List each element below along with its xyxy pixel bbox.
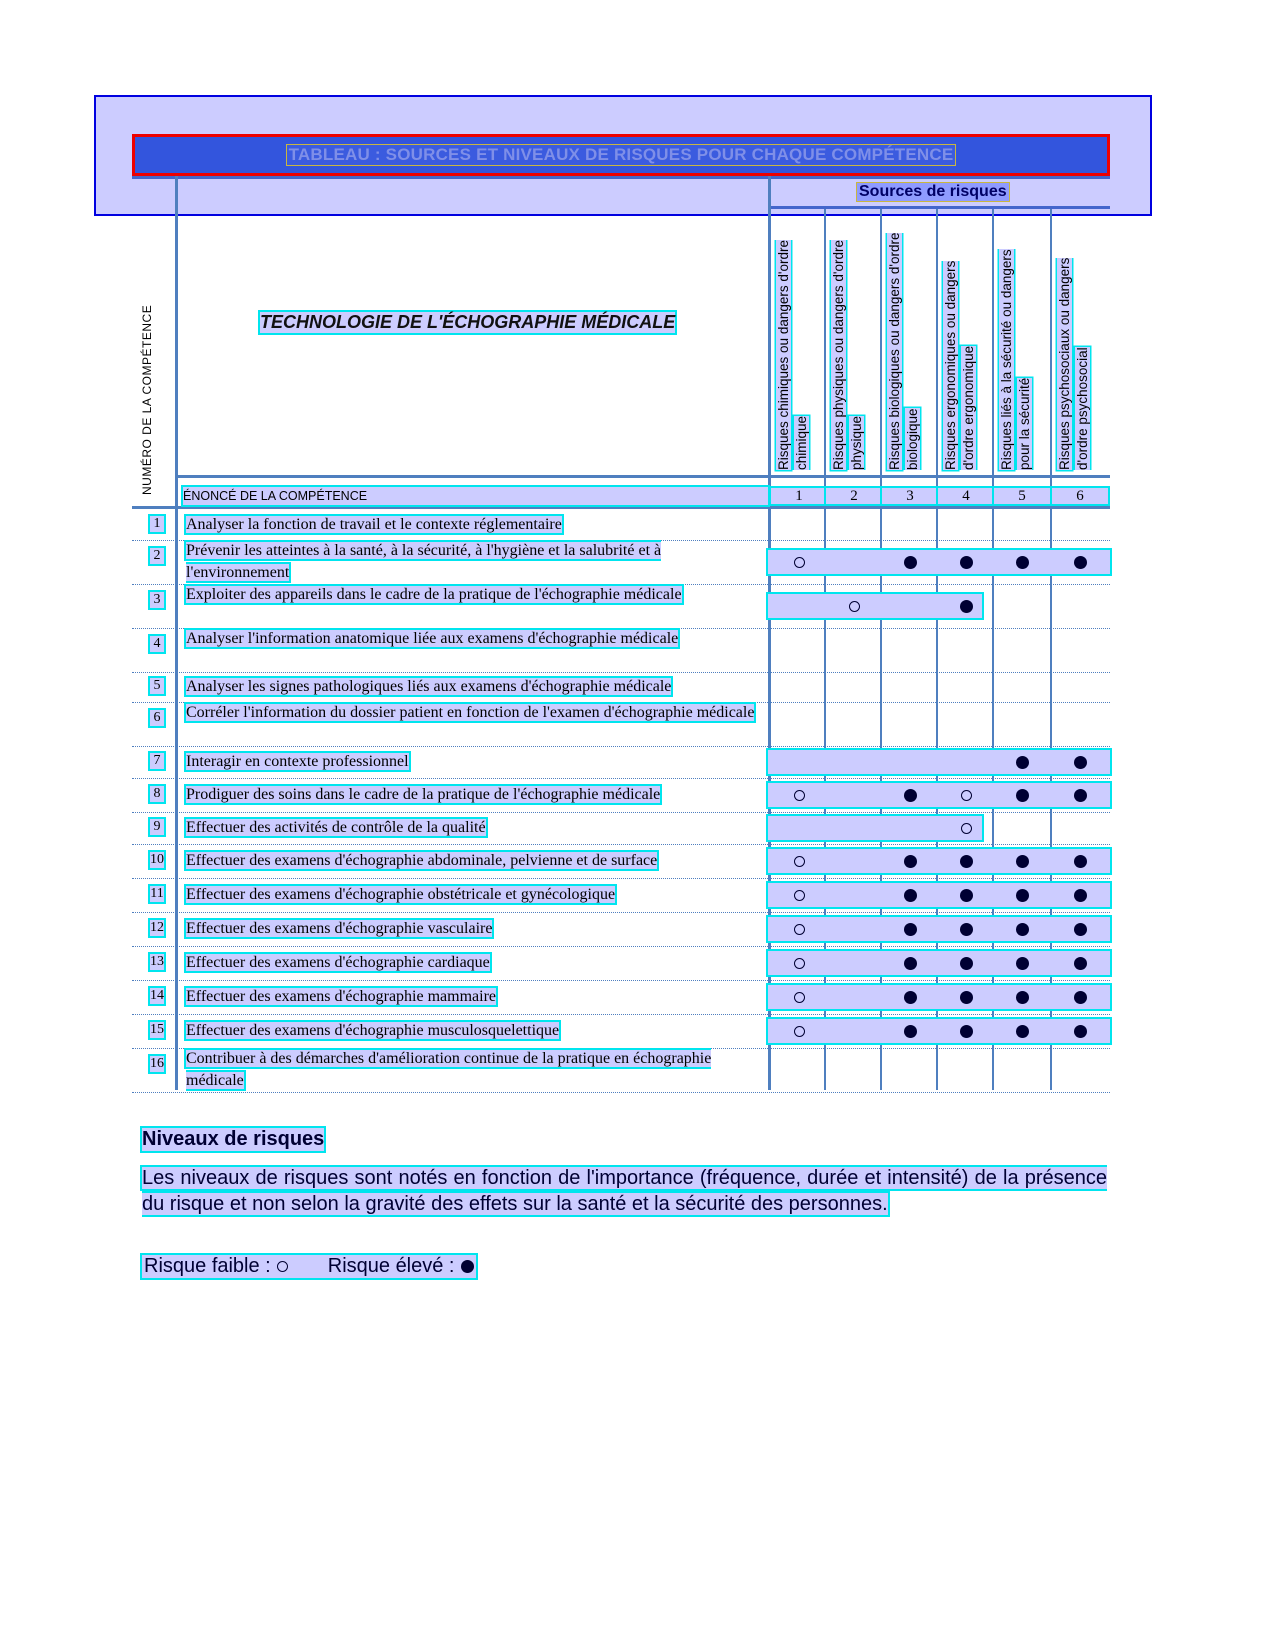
risk-cell [882,912,938,946]
competence-statement: Analyser les signes pathologiques liés aux examens d'échographie médicale [186,678,672,695]
competence-statement: Contribuer à des démarches d'amélioration continue de la pratique en échographie médicale [186,1050,712,1089]
risk-source-number: 5 [994,488,1050,504]
low-risk-circle-icon [794,790,805,801]
legend-high-label: Risque élevé : [327,1255,455,1277]
risk-source-number: 2 [826,488,882,504]
competence-row [132,844,1110,878]
high-risk-dot-icon [1016,957,1029,970]
risk-cell [826,878,882,912]
competence-row [132,946,1110,980]
competence-row [132,778,1110,812]
risk-cell [938,510,994,540]
low-risk-circle-icon [961,823,972,834]
risk-cell [938,946,994,980]
risk-source-label: Risques ergonomiques ou dangers d'ordre ergonomique [943,260,976,470]
risk-cell [994,702,1050,746]
risk-cell [938,912,994,946]
competence-row [132,702,1110,746]
risk-source-label: Risques biologiques ou dangers d'ordre biologique [887,232,920,470]
risk-cell [938,980,994,1014]
risk-cell [882,812,938,844]
risk-cell [994,672,1050,702]
risk-cell [1052,628,1108,672]
competence-number: 9 [150,819,164,835]
high-risk-dot-icon [904,889,917,902]
competence-statement: Exploiter des appareils dans le cadre de la pratique de l'échographie médicale [186,586,682,603]
risk-source-column-header [826,220,882,470]
risk-cell [1052,878,1108,912]
risk-source-number: 1 [771,488,827,504]
competence-row [132,746,1110,778]
high-risk-dot-icon [904,855,917,868]
risk-cell [1052,510,1108,540]
sources-label: Sources de risques [859,183,1007,200]
risk-cell [826,812,882,844]
risk-cell [938,812,994,844]
risk-cell [882,980,938,1014]
risk-cell [938,1014,994,1048]
risk-cell [771,746,827,778]
risk-cell [938,628,994,672]
low-risk-circle-icon [794,1026,805,1037]
competence-row [132,540,1110,584]
risk-cell [882,746,938,778]
high-risk-dot-icon [960,957,973,970]
competence-statement: Prodiguer des soins dans le cadre de la pratique de l'échographie médicale [186,786,661,803]
competence-statement: Effectuer des examens d'échographie musculosquelettique [186,1022,560,1039]
low-risk-circle-icon [794,557,805,568]
competence-row [132,584,1110,628]
competence-statement: Effectuer des activités de contrôle de la qualité [186,819,486,836]
risk-cell [882,510,938,540]
risk-cell [771,946,827,980]
low-risk-circle-icon [961,790,972,801]
risk-cell [1052,946,1108,980]
high-risk-dot-icon [1016,556,1029,569]
risk-cell [938,878,994,912]
high-risk-dot-icon [1016,889,1029,902]
high-risk-dot-icon [1074,855,1087,868]
low-risk-circle-icon [794,890,805,901]
risk-cell [826,540,882,584]
risk-cell [994,844,1050,878]
high-risk-dot-icon [1016,855,1029,868]
competence-number: 10 [150,852,164,867]
high-risk-dot-icon [960,923,973,936]
competence-row [132,672,1110,702]
competence-statement: Effectuer des examens d'échographie cardiaque [186,954,490,971]
risk-cell [994,912,1050,946]
risk-cell [771,540,827,584]
high-risk-dot-icon [1074,991,1087,1004]
risk-cell [1052,1048,1108,1092]
high-risk-dot-icon [904,991,917,1004]
competence-number: 2 [150,548,164,564]
risk-cell [994,980,1050,1014]
risk-cell [882,946,938,980]
title-underline [132,176,1110,179]
low-risk-circle-icon [277,1261,288,1272]
high-risk-dot-icon [904,1025,917,1038]
competence-statement: Analyser la fonction de travail et le contexte réglementaire [186,516,562,533]
high-risk-dot-icon [960,889,973,902]
risk-source-label: Risques physiques ou dangers d'ordre physique [831,240,864,470]
risk-cell [771,844,827,878]
risk-cell [826,844,882,878]
risk-cell [1052,812,1108,844]
risk-cell [771,672,827,702]
low-risk-circle-icon [794,992,805,1003]
risk-source-column-header [882,220,938,470]
risk-cell [938,584,994,628]
row-separator [132,1092,1110,1093]
risk-levels-text: Les niveaux de risques sont notés en fonction de l'importance (fréquence, durée et intensité) de la présence du risque et non selon la gravité des effets sur la santé et la sécurité des personnes. [142,1167,1107,1215]
risk-cell [1052,1014,1108,1048]
high-risk-dot-icon [1016,789,1029,802]
competence-number: 8 [150,786,164,802]
risk-cell [994,1048,1050,1092]
risk-cell [826,510,882,540]
competence-statement: Analyser l'information anatomique liée aux examens d'échographie médicale [186,630,679,647]
risk-cell [826,628,882,672]
high-risk-dot-icon [1016,923,1029,936]
risk-cell [826,672,882,702]
competence-number: 14 [150,988,164,1003]
high-risk-dot-icon [960,600,973,613]
competence-row [132,912,1110,946]
risk-cell [994,812,1050,844]
risk-source-label: Risques liés à la sécurité ou dangers pour la sécurité [999,249,1032,470]
risk-cell [882,672,938,702]
risk-cell [994,1014,1050,1048]
high-risk-dot-icon [960,556,973,569]
risk-cell [1052,912,1108,946]
risk-cell [826,980,882,1014]
sources-underline [771,206,1110,209]
risk-cell [1052,702,1108,746]
high-risk-dot-icon [461,1260,474,1273]
risk-cell [994,540,1050,584]
risk-cell [1052,540,1108,584]
competence-number: 7 [150,753,164,769]
risk-cell [771,1014,827,1048]
competence-number: 4 [150,636,164,652]
high-risk-dot-icon [904,957,917,970]
high-risk-dot-icon [1074,789,1087,802]
risk-levels-title: Niveaux de risques [142,1128,325,1150]
high-risk-dot-icon [1016,991,1029,1004]
high-risk-dot-icon [1016,1025,1029,1038]
competence-number: 15 [150,1022,164,1037]
risk-cell [938,778,994,812]
competence-row [132,878,1110,912]
risk-cell [938,746,994,778]
competence-number: 13 [150,954,164,969]
risk-cell [994,584,1050,628]
risk-cell [882,1014,938,1048]
risk-cell [882,878,938,912]
risk-cell [826,1014,882,1048]
high-risk-dot-icon [1074,556,1087,569]
risk-cell [1052,778,1108,812]
enonce-bottom-line [132,506,1110,509]
competence-statement-header: ÉNONCÉ DE LA COMPÉTENCE [183,487,768,505]
table-title: TABLEAU : SOURCES ET NIVEAUX DE RISQUES POUR CHAQUE COMPÉTENCE [288,145,954,164]
risk-cell [771,980,827,1014]
competence-statement: Interagir en contexte professionnel [186,753,409,770]
legend-low-label: Risque faible : [144,1255,271,1277]
risk-cell [994,746,1050,778]
risk-cell [882,778,938,812]
high-risk-dot-icon [1016,756,1029,769]
risk-source-column-header [771,220,827,470]
competence-row [132,510,1110,540]
risk-source-number: 6 [1052,488,1108,504]
risk-cell [882,540,938,584]
risk-cell [771,912,827,946]
table-title-bar [132,134,1110,176]
risk-cell [994,510,1050,540]
risk-cell [938,672,994,702]
risk-cell [771,1048,827,1092]
risk-source-column-header [938,220,994,470]
risk-cell [938,1048,994,1092]
competence-statement: Effectuer des examens d'échographie mammaire [186,988,496,1005]
risk-source-number: 4 [938,488,994,504]
risk-source-column-header [994,220,1050,470]
high-risk-dot-icon [1074,1025,1087,1038]
competence-statement: Effectuer des examens d'échographie vasculaire [186,920,493,937]
risk-cell [771,584,827,628]
risk-source-column-header [1052,220,1108,470]
risk-legend [142,1255,476,1278]
risk-source-label: Risques psychosociaux ou dangers d'ordre psychosocial [1057,257,1090,470]
risk-cell [938,844,994,878]
competence-statement: Effectuer des examens d'échographie abdominale, pelvienne et de surface [186,852,658,869]
high-risk-dot-icon [904,923,917,936]
competence-row [132,980,1110,1014]
competence-statement: Effectuer des examens d'échographie obstétricale et gynécologique [186,886,616,903]
risk-cell [882,1048,938,1092]
header-bottom-line [178,475,1110,478]
risk-cell [826,584,882,628]
competence-number-header: NUMÉRO DE LA COMPÉTENCE [140,304,154,495]
risk-cell [771,812,827,844]
high-risk-dot-icon [960,855,973,868]
risk-cell [1052,844,1108,878]
program-title: TECHNOLOGIE DE L'ÉCHOGRAPHIE MÉDICALE [260,312,676,332]
competence-row [132,628,1110,672]
competence-row [132,1048,1110,1092]
risk-source-number: 3 [882,488,938,504]
high-risk-dot-icon [1074,756,1087,769]
risk-cell [771,702,827,746]
risk-cell [826,778,882,812]
high-risk-dot-icon [1074,957,1087,970]
risk-cell [938,540,994,584]
high-risk-dot-icon [1074,923,1087,936]
risk-cell [771,778,827,812]
risk-cell [882,584,938,628]
competence-number: 16 [150,1056,164,1071]
low-risk-circle-icon [794,958,805,969]
risk-cell [994,778,1050,812]
competence-number: 11 [150,886,164,901]
competence-number: 1 [150,516,164,532]
risk-source-label: Risques chimiques ou dangers d'ordre chimique [776,240,809,470]
competence-number: 5 [150,678,164,694]
risk-cell [994,946,1050,980]
competence-number: 12 [150,920,164,935]
risk-cell [1052,584,1108,628]
competence-number: 6 [150,710,164,726]
high-risk-dot-icon [960,991,973,1004]
risk-cell [882,702,938,746]
risk-cell [826,746,882,778]
risk-levels-paragraph [142,1165,1107,1217]
competence-statement: Corréler l'information du dossier patient en fonction de l'examen d'échographie médicale [186,704,755,721]
competence-row [132,1014,1110,1048]
high-risk-dot-icon [904,556,917,569]
risk-cell [771,878,827,912]
risk-cell [826,912,882,946]
risk-cell [882,844,938,878]
risk-cell [826,702,882,746]
risk-cell [1052,980,1108,1014]
risk-cell [882,628,938,672]
high-risk-dot-icon [1074,889,1087,902]
risk-cell [826,946,882,980]
competence-row [132,812,1110,844]
risk-cell [994,628,1050,672]
low-risk-circle-icon [849,601,860,612]
competence-number: 3 [150,592,164,608]
high-risk-dot-icon [960,1025,973,1038]
competence-statement: Prévenir les atteintes à la santé, à la sécurité, à l'hygiène et la salubrité et à l'environnement [186,542,662,581]
risk-cell [826,1048,882,1092]
risk-cell [1052,746,1108,778]
risk-cell [1052,672,1108,702]
risk-cell [938,702,994,746]
risk-cell [771,628,827,672]
risk-cell [771,510,827,540]
low-risk-circle-icon [794,856,805,867]
low-risk-circle-icon [794,924,805,935]
risk-cell [994,878,1050,912]
high-risk-dot-icon [904,789,917,802]
